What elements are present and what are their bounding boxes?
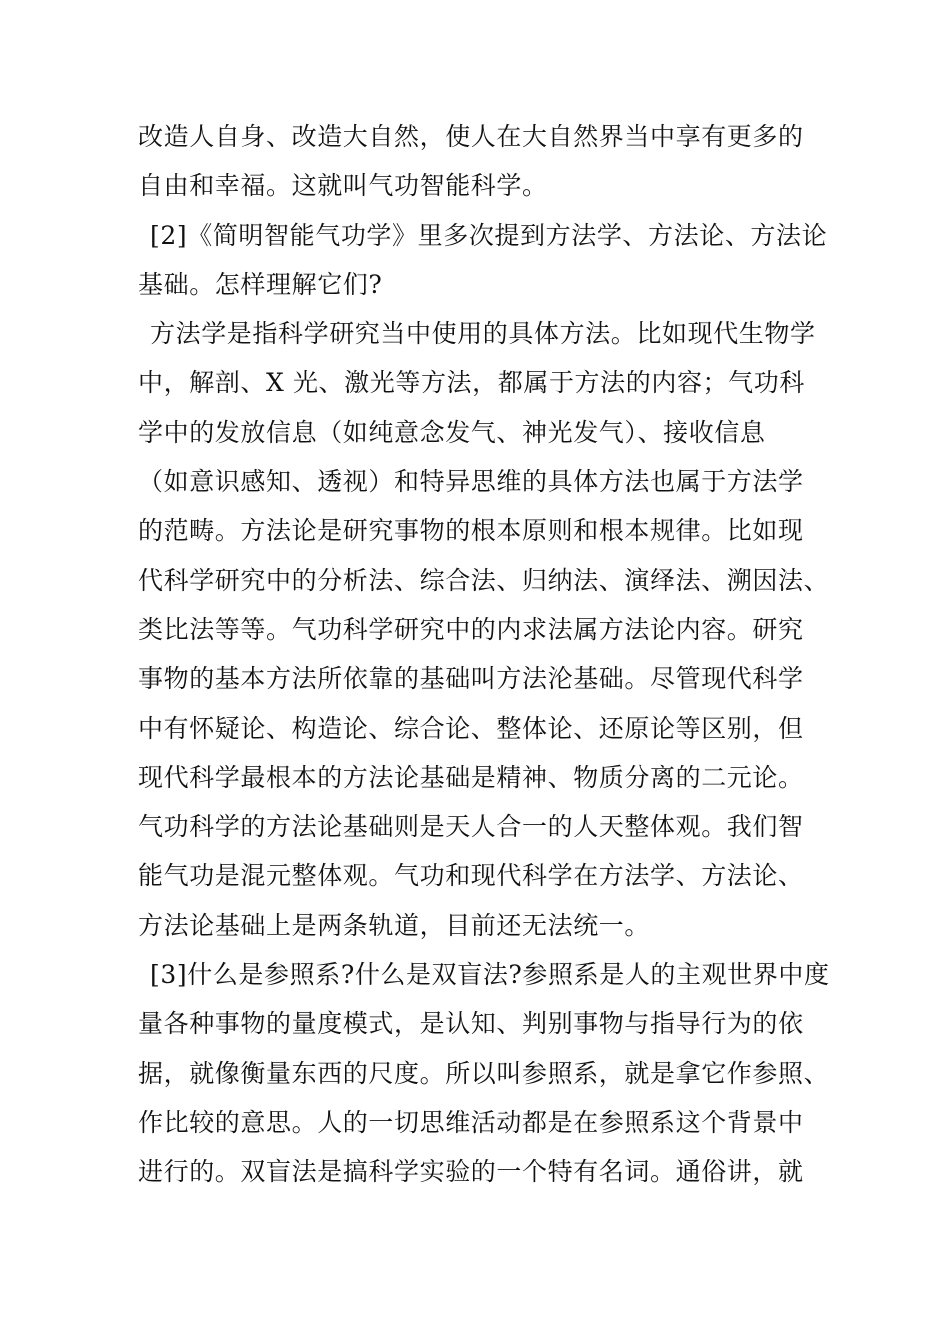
text-line: 改造人自身、改造大自然，使人在大自然界当中享有更多的 bbox=[138, 122, 804, 151]
text-line: 中，解剖、X 光、激光等方法，都属于方法的内容；气功科 bbox=[138, 368, 805, 398]
text-line: 自由和幸福。这就叫气功智能科学。 bbox=[138, 171, 548, 201]
text-line: 的范畴。方法论是研究事物的根本原则和根本规律。比如现 bbox=[138, 516, 804, 546]
text-line: [3]什么是参照系?什么是双盲法?参照系是人的主观世界中度 bbox=[150, 960, 830, 990]
text-line: （如意识感知、透视）和特异思维的具体方法也属于方法学 bbox=[138, 467, 804, 497]
text-line: 气功科学的方法论基础则是天人合一的人天整体观。我们智 bbox=[138, 812, 804, 842]
text-line: 量各种事物的量度模式，是认知、判别事物与指导行为的依 bbox=[138, 1009, 804, 1039]
text-line: 方法论基础上是两条轨道，目前还无法统一。 bbox=[138, 910, 651, 940]
text-line: 代科学研究中的分析法、综合法、归纳法、演绎法、溯因法、 bbox=[138, 565, 830, 595]
text-line: [2]《简明智能气功学》里多次提到方法学、方法论、方法论 bbox=[150, 220, 828, 250]
text-line: 现代科学最根本的方法论基础是精神、物质分离的二元论。 bbox=[138, 762, 804, 792]
text-line: 作比较的意思。人的一切思维活动都是在参照系这个背景中 bbox=[138, 1107, 804, 1137]
body-text bbox=[138, 112, 828, 1197]
text-line: 基础。怎样理解它们? bbox=[138, 269, 383, 299]
text-line: 中有怀疑论、构造论、综合论、整体论、还原论等区别，但 bbox=[138, 713, 804, 743]
text-line: 能气功是混元整体观。气功和现代科学在方法学、方法论、 bbox=[138, 861, 804, 891]
text-line: 据，就像衡量东西的尺度。所以叫参照系，就是拿它作参照、 bbox=[138, 1058, 830, 1088]
text-line: 方法学是指科学研究当中使用的具体方法。比如现代生物学 bbox=[150, 319, 816, 349]
text-line: 事物的基本方法所依靠的基础叫方法沦基础。尽管现代科学 bbox=[138, 664, 804, 694]
text-line: 进行的。双盲法是搞科学实验的一个特有名词。通俗讲，就 bbox=[138, 1157, 804, 1187]
text-line: 类比法等等。气功科学研究中的内求法属方法论内容。研究 bbox=[138, 614, 804, 644]
text-line: 学中的发放信息（如纯意念发气、神光发气）、接收信息 bbox=[138, 417, 766, 447]
